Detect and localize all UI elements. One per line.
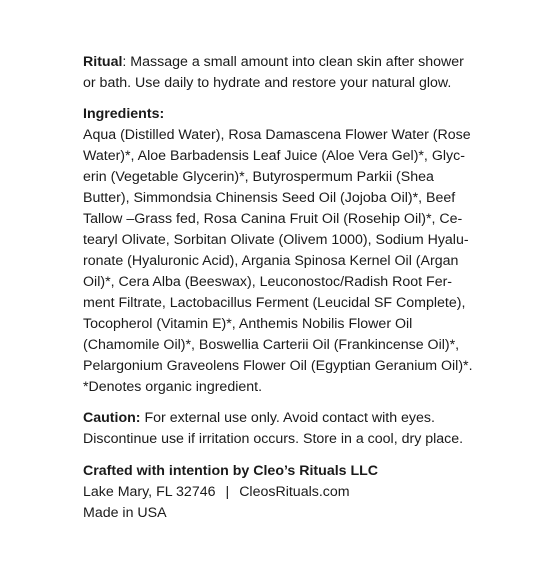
ingredients-line: tearyl Olivate, Sorbitan Olivate (Olivem 1000), Sodium Hyalu-	[83, 232, 469, 248]
ingredients-line: ronate (Hyaluronic Acid), Argania Spinosa Kernel Oil (Argan	[83, 253, 459, 269]
ritual-section	[83, 52, 523, 94]
ritual-line-1: : Massage a small amount into clean skin after shower	[122, 54, 464, 70]
ingredients-line: Water)*, Aloe Barbadensis Leaf Juice (Aloe Vera Gel)*, Glyc-	[83, 148, 465, 164]
ingredients-line: Oil)*, Cera Alba (Beeswax), Leuconostoc/Radish Root Fer-	[83, 274, 453, 290]
ingredients-line: erin (Vegetable Glycerin)*, Butyrospermum Parkii (Shea	[83, 169, 434, 185]
ritual-label: Ritual	[83, 54, 123, 70]
label-text	[83, 52, 523, 524]
separator: |	[225, 484, 230, 500]
crafted-by: Crafted with intention by Cleo’s Rituals LLC	[83, 463, 379, 479]
ingredients-line: ment Filtrate, Lactobacillus Ferment (Leucidal SF Complete),	[83, 295, 466, 311]
location: Lake Mary, FL 32746	[83, 484, 216, 500]
maker-section	[83, 461, 523, 524]
website: CleosRituals.com	[239, 484, 350, 500]
caution-label: Caution:	[83, 410, 141, 426]
ingredients-line: Pelargonium Graveolens Flower Oil (Egyptian Geranium Oil)*.	[83, 358, 473, 374]
caution-line-2: Discontinue use if irritation occurs. Store in a cool, dry place.	[83, 431, 464, 447]
caution-line-1: For external use only. Avoid contact with eyes.	[140, 410, 435, 426]
ingredients-section	[83, 104, 523, 398]
ingredients-label: Ingredients:	[83, 106, 165, 122]
made-in: Made in USA	[83, 505, 167, 521]
ingredients-line: (Chamomile Oil)*, Boswellia Carterii Oil (Frankincense Oil)*,	[83, 337, 460, 353]
ingredients-line: Butter), Simmondsia Chinensis Seed Oil (Jojoba Oil)*, Beef	[83, 190, 456, 206]
organic-note: *Denotes organic ingredient.	[83, 379, 263, 395]
ingredients-line: Aqua (Distilled Water), Rosa Damascena Flower Water (Rose	[83, 127, 471, 143]
ingredients-line: Tallow –Grass fed, Rosa Canina Fruit Oil (Rosehip Oil)*, Ce-	[83, 211, 463, 227]
caution-section	[83, 408, 523, 450]
ritual-line-2: or bath. Use daily to hydrate and restore your natural glow.	[83, 75, 452, 91]
ingredients-line: Tocopherol (Vitamin E)*, Anthemis Nobilis Flower Oil	[83, 316, 413, 332]
